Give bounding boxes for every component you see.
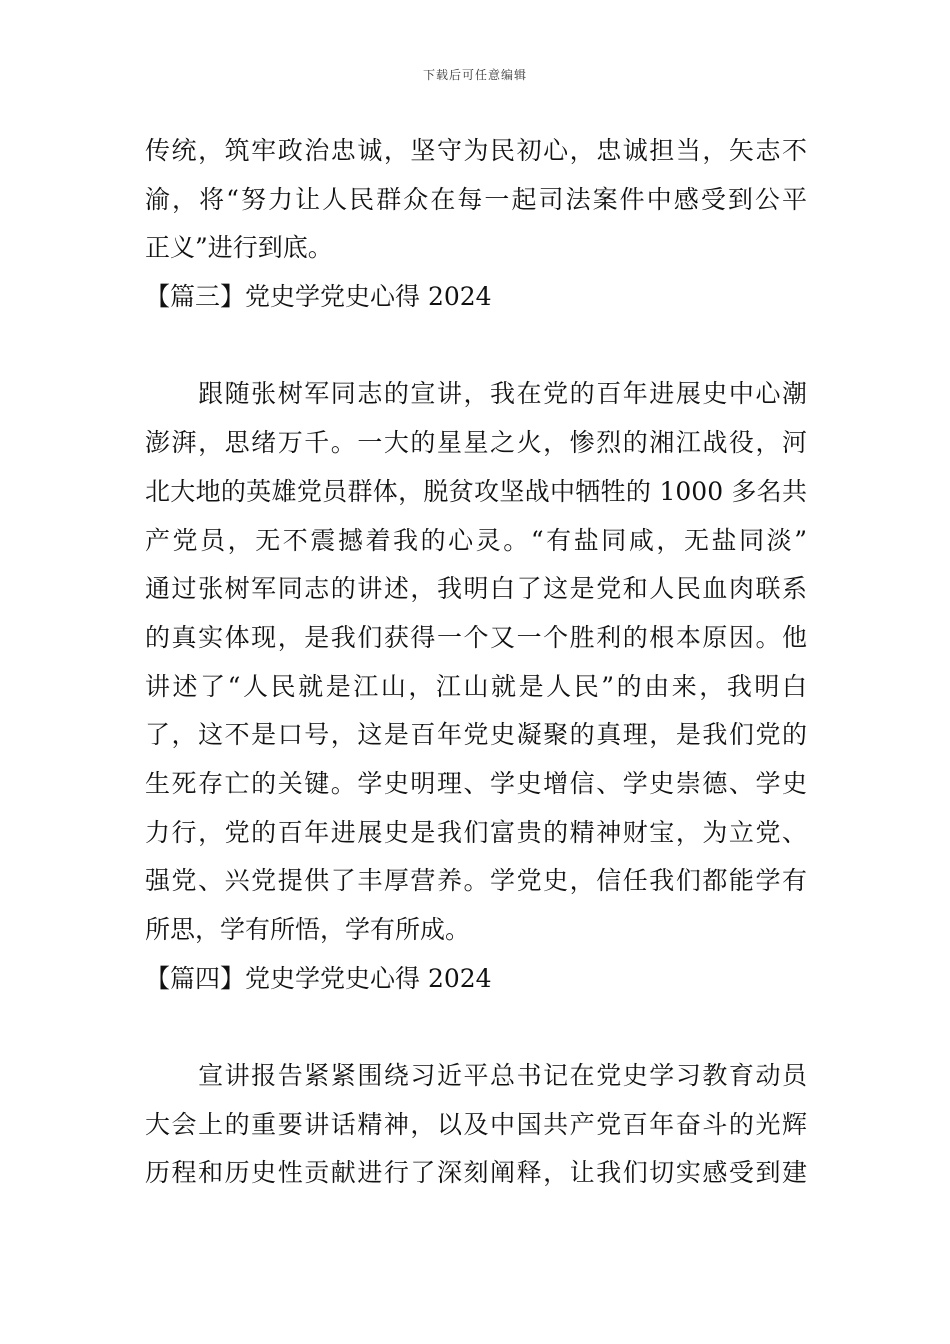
text-line: 渝，将“努力让人民群众在每一起司法案件中感受到公平	[145, 184, 807, 214]
text-line: 北大地的英雄党员群体，脱贫攻坚战中牺牲的 1000 多名共	[145, 476, 807, 506]
document-body	[145, 127, 807, 1198]
text-line: 传统，筑牢政治忠诚，坚守为民初心，忠诚担当，矢志不	[145, 136, 807, 165]
text-line: 的真实体现，是我们获得一个又一个胜利的根本原因。他	[145, 622, 807, 652]
page-header: 下载后可任意编辑	[422, 68, 527, 82]
text-line: 宣讲报告紧紧围绕习近平总书记在党史学习教育动员	[145, 1061, 807, 1091]
blank-line	[145, 322, 807, 371]
text-line: 了，这不是口号，这是百年党史凝聚的真理，是我们党的	[145, 720, 807, 750]
text-line: 正义”进行到底。	[145, 233, 333, 263]
text-line: 讲述了“人民就是江山，江山就是人民”的由来，我明白	[145, 671, 807, 701]
text-line: 大会上的重要讲话精神，以及中国共产党百年奋斗的光辉	[145, 1109, 807, 1139]
text-line: 跟随张树军同志的宣讲，我在党的百年进展史中心潮	[145, 379, 807, 409]
text-line: 生死存亡的关键。学史明理、学史增信、学史崇德、学史	[145, 768, 807, 798]
section-heading-4: 【篇四】党史学党史心得 2024	[145, 963, 492, 993]
text-line: 通过张树军同志的讲述，我明白了这是党和人民血肉联系	[145, 574, 807, 604]
text-line: 产党员，无不震撼着我的心灵。“有盐同咸，无盐同淡”	[145, 525, 807, 555]
text-line: 历程和历史性贡献进行了深刻阐释，让我们切实感受到建	[145, 1158, 807, 1188]
text-line: 强党、兴党提供了丰厚营养。学党史，信任我们都能学有	[145, 866, 807, 896]
blank-line	[145, 1003, 807, 1052]
text-line: 力行，党的百年进展史是我们富贵的精神财宝，为立党、	[145, 817, 807, 847]
section-heading-3: 【篇三】党史学党史心得 2024	[145, 282, 492, 312]
text-line: 澎湃，思绪万千。一大的星星之火，惨烈的湘江战役，河	[145, 428, 807, 458]
text-line: 所思，学有所悟，学有所成。	[145, 915, 471, 944]
